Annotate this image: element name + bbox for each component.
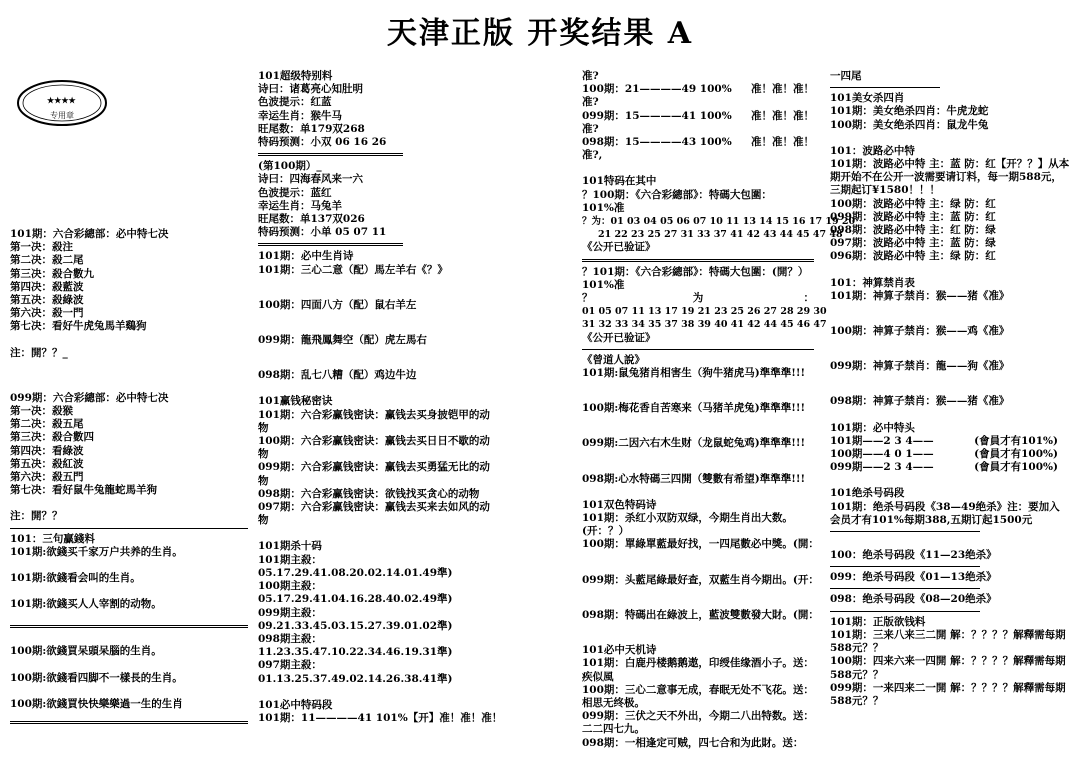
c3-b6-line: 099期：三伏之天不外出，今期二八出特数。送：二二四七九。 (582, 710, 814, 736)
c3-b2-head: 101特码在其中 (582, 175, 657, 188)
c1-line: 第一决：殺注 (10, 241, 73, 254)
c3-block1 (582, 70, 814, 162)
c3-b1-a: 准? (582, 122, 599, 135)
c4-b5-line: 100：绝杀号码段《11—23绝杀》 (830, 549, 997, 562)
c2-b4-head: 101赢钱秘密诀 (258, 395, 333, 408)
c4-b4-b: (會員才有100%) (974, 461, 1058, 474)
c4-b2-line: 101期：波路必中特 主：蓝 防：红【开？？】从本期开始不在公开一波需要请订料，每一期588元，三期起订¥1580！！！ (830, 158, 1070, 197)
c3-b3-c: ： (803, 292, 814, 305)
c4-b5-line: 099：绝杀号码段《01—13绝杀》 (830, 571, 997, 584)
c1-head3: 101：三句贏錢料 (10, 532, 95, 545)
c3-b1-a: 099期：15————41 100% (582, 109, 732, 122)
c2-b4-line: 099期：六合彩赢钱密诀：赢钱去买勇猛无比的动物 (258, 461, 490, 487)
c4-b6-head: 101期：正版欲钱料 (830, 615, 926, 628)
c2-b1-line: 特码预测：小双 06 16 26 (258, 136, 387, 149)
c4-b4-b: (會員才有100%) (974, 448, 1058, 461)
c1-line: 第五决：殺紅波 (10, 457, 84, 470)
c4-b5-head: 101绝杀号码段 (830, 487, 905, 500)
c3-b4-head: 《曾道人說》 (582, 353, 645, 366)
c3-b5-line: 100期：單綠單藍最好找，一四尾數必中獎。(開： (582, 538, 819, 551)
c1-line: 第三决：殺合數四 (10, 431, 94, 444)
stamp-text: 专用章 (50, 111, 74, 120)
c3-b5-line: 101期：杀红小双防双绿，今期生肖出大数。(开：？） (582, 512, 793, 538)
c2-b6-line: 101期：11————41 101%【开】准！准！准！ (258, 711, 503, 724)
c4-b2-line: 099期：波路必中特 主：蓝 防：红 (830, 210, 996, 223)
column-4 (830, 70, 1070, 708)
c3-b5-line: 098期：特碼出在綠波上，藍波雙數發大財。(開： (582, 608, 819, 621)
c2-b3-line: 100期：四面八方（配）鼠右羊左 (258, 298, 417, 311)
c3-b4-line: 100期:梅花香自苦寒来（马猪羊虎兔)準準準!!! (582, 402, 806, 415)
c4-b3-line: 099期：神算子禁肖：龍——狗《准》 (830, 360, 1010, 373)
c4-b2-line: 096期：波路必中特 主：绿 防：红 (830, 250, 996, 263)
c4-b6-line: 100期：四来六来一四開 解：？？？？解釋需每期588元？？ (830, 655, 1066, 681)
c1-line: 101期:欲錢看会叫的生肖。 (10, 572, 141, 585)
c3-b1-a: 准?, (582, 149, 603, 162)
c2-b3-line: 101期：三心二意（配）馬左羊右《？》 (258, 263, 448, 276)
c2-b2-line: 幸运生肖：马兔羊 (258, 199, 342, 212)
c2-b4-line: 100期：六合彩赢钱密诀：赢钱去买日日不歇的动物 (258, 435, 490, 461)
page-title: 天津正版 开奖结果 A (386, 16, 694, 51)
c1-line: 101期:欲錢买千家万户共养的生肖。 (10, 545, 183, 558)
c3-b3-b: 为 (692, 292, 704, 305)
c4-b1-head: 101美女杀四肖 (830, 92, 905, 105)
c3-b2-line: ？为：01 03 04 05 06 07 10 11 13 14 15 16 17 19 20 (582, 216, 856, 228)
c3-b3-line: ？101期：《六合彩總部》：特碼大包圍：(開？） (582, 265, 809, 278)
c2-b1-line: 色波提示：红蓝 (258, 96, 332, 109)
c3-b3-line: 101%准 (582, 278, 625, 291)
c2-b1-line: 旺尾数：单179双268 (258, 122, 365, 135)
c2-b4-line: 101期：六合彩赢钱密诀：赢钱去买身披铠甲的动物 (258, 408, 490, 434)
c4-b6-line: 101期：三来八来三二開 解：？？？？解釋需每期588元？？ (830, 628, 1066, 655)
c1-line: 第六决：殺五門 (10, 471, 84, 484)
c1-line: 100期:欲錢看四脚不一樣長的生肖。 (10, 671, 183, 684)
c1-line: 099期：六合彩總部：必中特七决 (10, 391, 169, 404)
c3-b3-line: 31 32 33 34 35 37 38 39 40 41 42 44 45 46 47 (582, 319, 827, 331)
c3-b3-line: 01 05 07 11 13 17 19 21 23 25 26 27 28 29 30 (582, 306, 827, 318)
c1-block1 (10, 228, 248, 360)
c2-b2-line: 特码预测：小单 05 07 11 (258, 226, 387, 239)
column-1 (10, 70, 248, 728)
c1-block2 (10, 392, 248, 524)
c1-line: 100期:欲錢買呆頭呆腦的生肖。 (10, 645, 162, 658)
c2-block1 (258, 70, 570, 149)
c3-b6-line: 100期：三心二意事无成，春眠无处不飞花。送：相思无终极。 (582, 683, 814, 709)
c3-b1-a: 100期：21————49 100% (582, 83, 732, 96)
svg-text:★★★★: ★★★★ (47, 95, 76, 105)
c1-line: 第七决：看好牛虎兔馬羊鷄狗 (10, 320, 147, 333)
c2-b3-line: 099期：龍飛鳳舞空（配）虎左馬右 (258, 334, 427, 347)
c1-line: 101期：六合彩總部：必中特七决 (10, 228, 169, 240)
c4-b6-line: 099期：一来四来二一開 解：？？？？解釋需每期588元？？ (830, 681, 1066, 707)
c4-b4-a: 100期——4 0 1—— (830, 448, 934, 461)
c4-b1-line: 101期：美女绝杀四肖：牛虎龙蛇 (830, 105, 989, 118)
c2-b5-line: 097期主殺：01.13.25.37.49.02.14.26.38.41準) (258, 659, 453, 685)
c3-b4-line: 098期:心水特碼三四開（雙數有希望)準準準!!! (582, 472, 806, 485)
c3-b1-b: 准！准！准！ (751, 83, 814, 96)
c3-b3-line: 《公开已验证》 (582, 331, 656, 344)
c1-line: 100期:欲錢買快快樂樂過一生的生肖 (10, 697, 183, 710)
c3-b2-line: ？100期：《六合彩總部》：特碼大包圍： (582, 188, 772, 201)
c2-b5-line: 099期主殺：09.21.33.45.03.15.27.39.01.02準) (258, 606, 453, 632)
c3-b2-line: 21 22 23 25 27 31 33 37 41 42 43 44 45 47 48 (598, 229, 843, 241)
c4-b5-line: 098：绝杀号码段《08—20绝杀》 (830, 593, 997, 606)
c3-b5-head: 101双色特码诗 (582, 498, 657, 511)
c3-b2-line: 《公开已验证》 (582, 241, 656, 254)
c2-b1-line: 101超级特别料 (258, 70, 333, 82)
c3-b1-a: 098期：15————43 100% (582, 136, 732, 149)
column-2 (258, 70, 570, 725)
c4-b3-head: 101：神算禁肖表 (830, 276, 915, 289)
c4-b3-line: 100期：神算子禁肖：猴——鸡《准》 (830, 325, 1010, 338)
c1-line: 第五决：殺綠波 (10, 294, 84, 307)
c1-line: 第二决：殺五尾 (10, 418, 84, 431)
c2-b4-line: 097期：六合彩赢钱密诀：赢钱去买来去如风的动物 (258, 501, 490, 527)
c3-b4-line: 099期:二因六右木生财（龙鼠蛇兔鸡)準準準!!! (582, 437, 806, 450)
c3-b1-a: 准? (582, 70, 599, 82)
c4-b4-head: 101期：必中特头 (830, 421, 915, 434)
c3-b4-line: 101期:鼠兔猪肖相害生（狗牛猪虎马)準準準!!! (582, 367, 806, 380)
c3-b1-b: 准！准！准！ (751, 109, 814, 122)
c1-line: 101期:欲錢买人人宰割的动物。 (10, 598, 162, 611)
c3-b3-a: ？ (582, 292, 593, 305)
column-3 (582, 70, 856, 750)
c1-line: 第一决：殺猴 (10, 405, 73, 418)
c2-b6-head: 101必中特码段 (258, 698, 333, 711)
c1-line: 第二决：殺二尾 (10, 254, 84, 267)
c4-b5-line: 101期：绝杀号码段《38—49绝杀》注：要加入会员才有101%每期388,五期订起1500元 (830, 500, 1060, 526)
c4-b3-line: 098期：神算子禁肖：猴——猪《准》 (830, 395, 1010, 408)
c4-b2-head: 101：波路必中特 (830, 144, 915, 157)
c2-b1-line: 诗曰：诸葛亮心知肚明 (258, 83, 363, 96)
c1-line: 第四决：殺藍波 (10, 280, 84, 293)
c2-b1-line: 幸运生肖：猴牛马 (258, 109, 342, 122)
c2-b5-line: 100期主殺：05.17.29.41.04.16.28.40.02.49準) (258, 580, 453, 606)
c2-b4-line: 098期：六合彩赢钱密诀：欲钱找买贪心的动物 (258, 487, 480, 500)
c4-b4-a: 101期——2 3 4—— (830, 434, 934, 447)
c2-b2-line: (第100期）_ (258, 160, 322, 173)
official-stamp (16, 78, 108, 128)
c4-b4-b: (會員才有101%) (974, 434, 1058, 447)
c1-line: 第四决：看綠波 (10, 444, 84, 457)
c2-block2 (258, 160, 570, 239)
c2-b2-line: 色波提示：蓝红 (258, 186, 332, 199)
c4-b2-line: 097期：波路必中特 主：蓝 防：绿 (830, 237, 996, 250)
c4-b4-a: 099期——2 3 4—— (830, 461, 934, 474)
c1-note: 注：開？？_ (10, 346, 68, 359)
c2-b3-head: 101期：必中生肖诗 (258, 250, 354, 263)
c4-b2-line: 098期：波路必中特 主：红 防：绿 (830, 224, 996, 237)
c3-b1-a: 准? (582, 96, 599, 109)
c3-b6-line: 098期：一相逢定可贼，四七合和为此財。送： (582, 736, 804, 749)
c4-b1-line: 100期：美女绝杀四肖：鼠龙牛兔 (830, 118, 989, 131)
c3-b6-head: 101必中天机诗 (582, 644, 657, 657)
c4-b3-line: 101期：神算子禁肖：猴——猪《准》 (830, 289, 1010, 302)
c3-b6-line: 101期：白鹿丹楼鹅鹅遨，印绶佳缘酒小子。送：疾似風 (582, 657, 814, 683)
c1-line: 第七决：看好鼠牛兔龍蛇馬羊狗 (10, 484, 157, 497)
c1-line: 第三决：殺合數九 (10, 267, 94, 280)
c3-b1-b: 准！准！准！ (751, 136, 814, 149)
c4-b0: 一四尾 (830, 70, 862, 82)
c4-b2-line: 100期：波路必中特 主：绿 防：红 (830, 197, 996, 210)
c2-b3-line: 098期：乱七八糟（配）鸡边牛边 (258, 369, 417, 382)
c2-b2-line: 旺尾数：单137双026 (258, 213, 365, 226)
c1-line: 第六决：殺一門 (10, 307, 84, 320)
c2-b5-line: 101期主殺：05.17.29.41.08.20.02.14.01.49準) (258, 553, 453, 579)
c3-b5-line: 099期：头藍尾綠最好查，双藍生肖今期出。(开： (582, 573, 819, 586)
c2-b2-line: 诗曰：四海春风来一六 (258, 173, 363, 186)
c1-note: 注：開？？ (10, 510, 63, 523)
c2-b5-line: 098期主殺：11.23.35.47.10.22.34.46.19.31準) (258, 632, 453, 659)
c3-b2-line: 101%准 (582, 201, 625, 214)
c2-b5-head: 101期杀十码 (258, 540, 322, 553)
